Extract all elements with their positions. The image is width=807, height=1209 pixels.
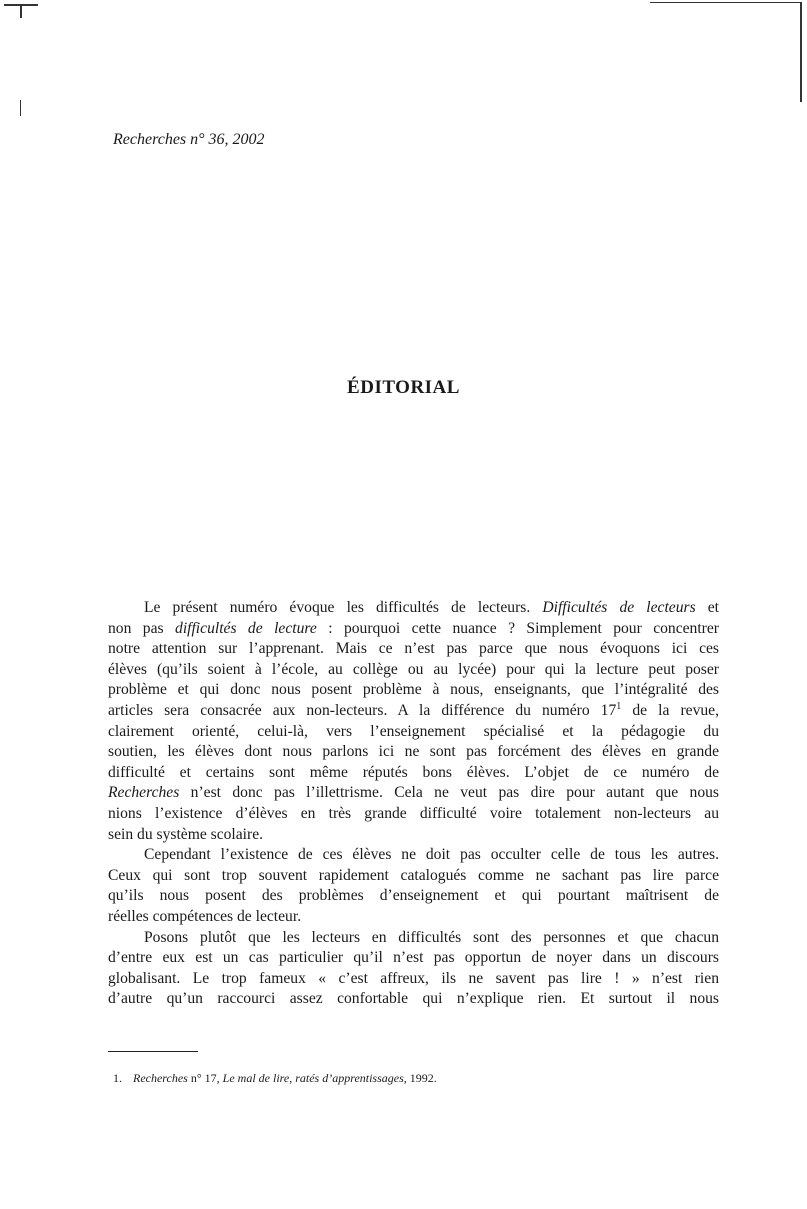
text-line: problème et qui donc nous posent problème à nous, enseignants, que l’intégralité des (108, 681, 719, 699)
text-line: notre attention sur l’apprenant. Mais ce n’est pas parce que nous évoquons ici ces (108, 640, 719, 658)
text-line: Ceux qui sont trop souvent rapidement catalogués comme ne sachant pas lire parce (108, 866, 719, 884)
text-line: soutien, les élèves dont nous parlons ici ne sont pas forcément des élèves en grande (108, 743, 719, 761)
text-line: articles sera consacrée aux non-lecteurs. A la différence du numéro $17^1$ de la revue, (108, 700, 719, 719)
paragraph (108, 928, 719, 1010)
text-line: difficulté et certains sont même réputés bons élèves. L’objet de ce numéro de (108, 763, 719, 781)
text-line: globalisant. Le trop fameux « c’est affreux, ils ne savent pas lire ! » n’est rien (108, 969, 719, 987)
footnote (113, 1071, 437, 1086)
text-line: Posons plutôt que les lecteurs en difficultés sont des personnes et que chacun (144, 928, 719, 946)
text-line: d’entre eux est un cas particulier qu’il n’est pas opportun de noyer dans un discours (108, 949, 719, 967)
text-line: qu’ils nous posent des problèmes d’enseignement et qui pourtant maîtrisent de (108, 887, 719, 905)
journal-header: Recherches n° 36, 2002 (113, 131, 265, 148)
text-line: non pas difficultés de lecture : pourquoi cette nuance ? Simplement pour concentrer (108, 619, 719, 637)
footnote-text: Recherches n° 17, Le mal de lire, ratés d’apprentissages, 1992. (133, 1071, 437, 1085)
page-title: ÉDITORIAL (347, 377, 460, 398)
italic-text: Recherches (133, 1071, 188, 1085)
text-line: sein du système scolaire. (108, 825, 264, 843)
scan-mark-right-v (800, 2, 802, 102)
footnote-reference: 1 (616, 700, 622, 712)
text-line: Le présent numéro évoque les difficultés de lecteurs. Difficultés de lecteurs et (144, 599, 720, 616)
scan-mark-top-left-v (20, 4, 22, 18)
italic-text: difficultés de lecture (175, 619, 317, 637)
text-line: Recherches n’est donc pas l’illettrisme. Cela ne veut pas dire pour autant que nous (108, 784, 719, 802)
text-line: Cependant l’existence de ces élèves ne doit pas occulter celle de tous les autres. (144, 846, 719, 864)
text-line: d’autre qu’un raccourci assez confortable qui n’explique rien. Et surtout il nous (108, 990, 719, 1008)
scan-mark-top-right-h (650, 2, 802, 3)
editorial-body (108, 598, 719, 1010)
scan-mark-left-v (20, 100, 21, 116)
italic-text: Recherches (108, 784, 180, 802)
text-line: réelles compétences de lecteur. (108, 907, 302, 925)
footnote-number: 1. (113, 1071, 122, 1085)
footnote-separator (108, 1051, 198, 1052)
text-line: nions l’existence d’élèves en très grande difficulté voire totalement non-lecteurs au (108, 804, 719, 822)
text-line: clairement orienté, celui-là, vers l’enseignement spécialisé et la pédagogie du (108, 722, 719, 740)
text-line: élèves (qu’ils soient à l’école, au collège ou au lycée) pour qui la lecture peut poser (108, 660, 719, 678)
italic-text: Difficultés de lecteurs (542, 599, 696, 616)
paragraph (108, 845, 719, 927)
italic-text: Le mal de lire, ratés d’apprentissages (222, 1071, 404, 1085)
paragraph (108, 598, 719, 845)
